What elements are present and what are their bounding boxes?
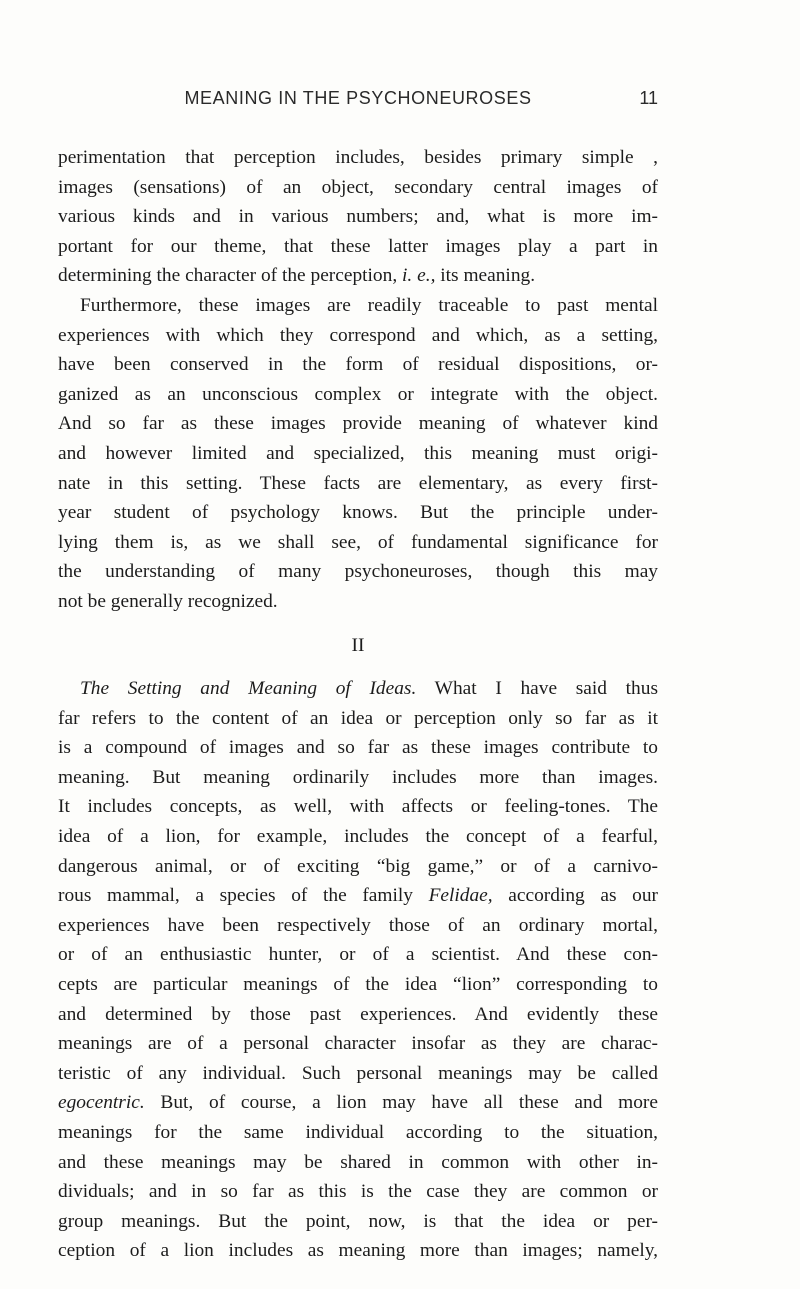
text-line: nate in this setting. These facts are elementary, as every first- xyxy=(58,472,658,494)
running-title: MEANING IN THE PSYCHONEUROSES xyxy=(184,88,532,108)
text-line: idea of a lion, for example, includes the concept of a fearful, xyxy=(58,826,658,848)
text-line: have been conserved in the form of residual dispositions, or- xyxy=(58,354,658,376)
text-line: images (sensations) of an object, secondary central images of xyxy=(58,176,658,198)
paragraph-2 xyxy=(58,291,658,617)
text-line: and however limited and specialized, this meaning must origi- xyxy=(58,442,658,464)
text-line: lying them is, as we shall see, of fundamental significance for xyxy=(58,531,658,553)
text-line: Furthermore, these images are readily traceable to past mental xyxy=(80,294,658,316)
text-line: It includes concepts, as well, with affects or feeling-tones. The xyxy=(58,796,658,818)
text-line: cepts are particular meanings of the idea “lion” corresponding to xyxy=(58,974,658,996)
section-number: II xyxy=(351,634,365,656)
text-span: What I have said thus xyxy=(416,678,658,700)
italic-ie: i. e., xyxy=(402,265,436,287)
text-span: determining the character of the perception, xyxy=(58,265,403,287)
text-line: group meanings. But the point, now, is that the idea or per- xyxy=(58,1210,658,1232)
body-text xyxy=(58,143,658,1266)
text-span: according as our xyxy=(492,885,658,907)
text-line: teristic of any individual. Such personal meanings may be called xyxy=(58,1062,658,1084)
text-line: meanings are of a personal character insofar as they are charac- xyxy=(58,1033,658,1055)
text-line: dividuals; and in so far as this is the case they are common or xyxy=(58,1181,658,1203)
text-line: is a compound of images and so far as these images contribute to xyxy=(58,737,658,759)
text-span: its meaning. xyxy=(435,265,536,287)
running-head xyxy=(58,88,658,114)
text-line: meanings for the same individual according to the situation, xyxy=(58,1122,658,1143)
text-line: and determined by those past experiences. And evidently these xyxy=(58,1003,658,1025)
text-span: rous mammal, a species of the family xyxy=(58,885,429,907)
text-line: And so far as these images provide meaning of whatever kind xyxy=(58,413,658,435)
section-heading: The Setting and Meaning of Ideas. xyxy=(80,678,417,700)
text-line: experiences with which they correspond and which, as a setting, xyxy=(58,324,658,346)
paragraph-3 xyxy=(58,674,658,1266)
text-line: year student of psychology knows. But the principle under- xyxy=(58,502,658,524)
text-line: far refers to the content of an idea or perception only so far as it xyxy=(58,707,658,729)
text-line xyxy=(58,674,658,704)
text-line: and these meanings may be shared in common with other in- xyxy=(58,1151,658,1173)
text-line: various kinds and in various numbers; and, what is more im- xyxy=(58,206,658,228)
text-line: the understanding of many psychoneuroses, though this may xyxy=(58,561,658,583)
text-line: ganized as an unconscious complex or integrate with the object. xyxy=(58,383,658,405)
text-line xyxy=(58,261,658,291)
text-line: meaning. But meaning ordinarily includes more than images. xyxy=(58,766,658,788)
page-number: 11 xyxy=(639,88,658,108)
text-line: experiences have been respectively those of an ordinary mortal, xyxy=(58,914,658,936)
text-line: not be generally recognized. xyxy=(58,590,278,612)
text-line: ception of a lion includes as meaning more than images; namely, xyxy=(58,1240,658,1262)
text-line: portant for our theme, that these latter images play a part in xyxy=(58,235,658,257)
paragraph-1 xyxy=(58,143,658,291)
text-line: or of an enthusiastic hunter, or of a scientist. And these con- xyxy=(58,944,658,966)
text-span: But, of course, a lion may have all these and more xyxy=(144,1092,658,1114)
text-line xyxy=(58,1088,658,1118)
text-line: dangerous animal, or of exciting “big game,” or of a carnivo- xyxy=(58,855,658,877)
text-line: perimentation that perception includes, besides primary simple , xyxy=(58,147,658,168)
italic-felidae: Felidae, xyxy=(428,885,493,907)
text-line xyxy=(58,881,658,911)
italic-egocentric: egocentric. xyxy=(58,1092,145,1114)
